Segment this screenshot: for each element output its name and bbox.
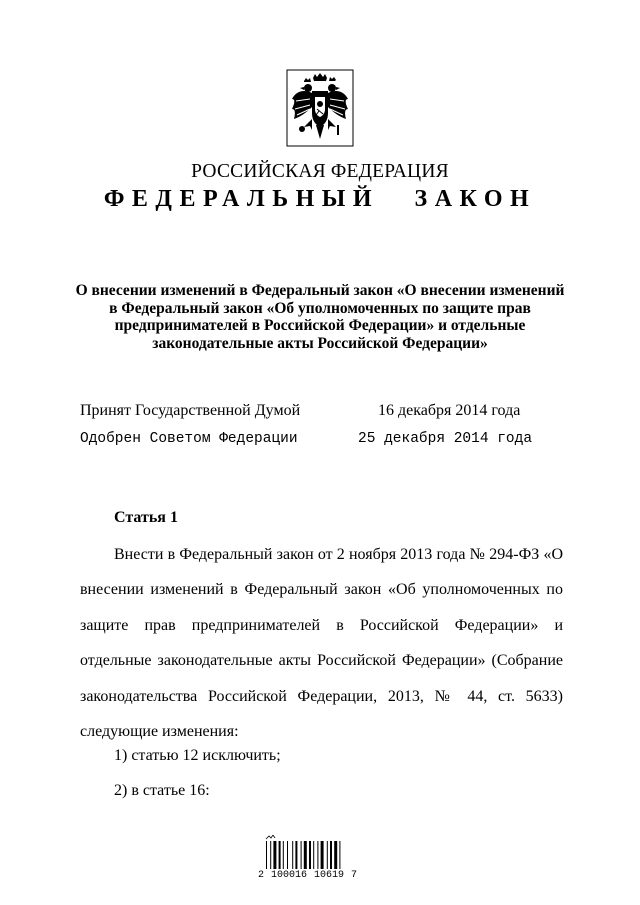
adopted-label: Принят Государственной Думой — [80, 402, 301, 419]
list-item: 2) в статье 16: — [114, 782, 210, 799]
article-body-text: Внести в Федеральный закон от 2 ноября 2013 года № 294-ФЗ «О внесении изменений в Федеральный закон «Об уполномоченных по защите прав предпринимателей в Российской Федерации» и отдельные законодательные акты Российской Федерации» (Собрание законодательства Российской Федерации, 2013, № 44, ст. 5633) следующие изменения: — [80, 546, 563, 741]
law-title-line: предпринимателей в Российской Федерации» и отдельные — [114, 317, 526, 335]
country-name: РОССИЙСКАЯ ФЕДЕРАЦИЯ — [191, 161, 449, 182]
list-item: 1) статью 12 исключить; — [114, 747, 281, 764]
law-title — [70, 282, 570, 352]
barcode-number: 2 100016 10619 7 — [258, 870, 358, 881]
approved-date: 25 декабря 2014 года — [358, 431, 533, 447]
document-type: ФЕДЕРАЛЬНЫЙ ЗАКОН — [103, 186, 537, 212]
coat-of-arms-icon — [286, 69, 354, 147]
law-title-line: в Федеральный закон «Об уполномоченных по защите прав — [109, 299, 531, 317]
law-title-line: законодательные акты Российской Федерации» — [152, 334, 488, 352]
approved-label: Одобрен Советом Федерации — [80, 431, 298, 447]
article-heading: Статья 1 — [114, 509, 178, 526]
adopted-date: 16 декабря 2014 года — [378, 402, 521, 419]
law-title-line: О внесении изменений в Федеральный закон «О внесении изменений — [75, 282, 565, 299]
